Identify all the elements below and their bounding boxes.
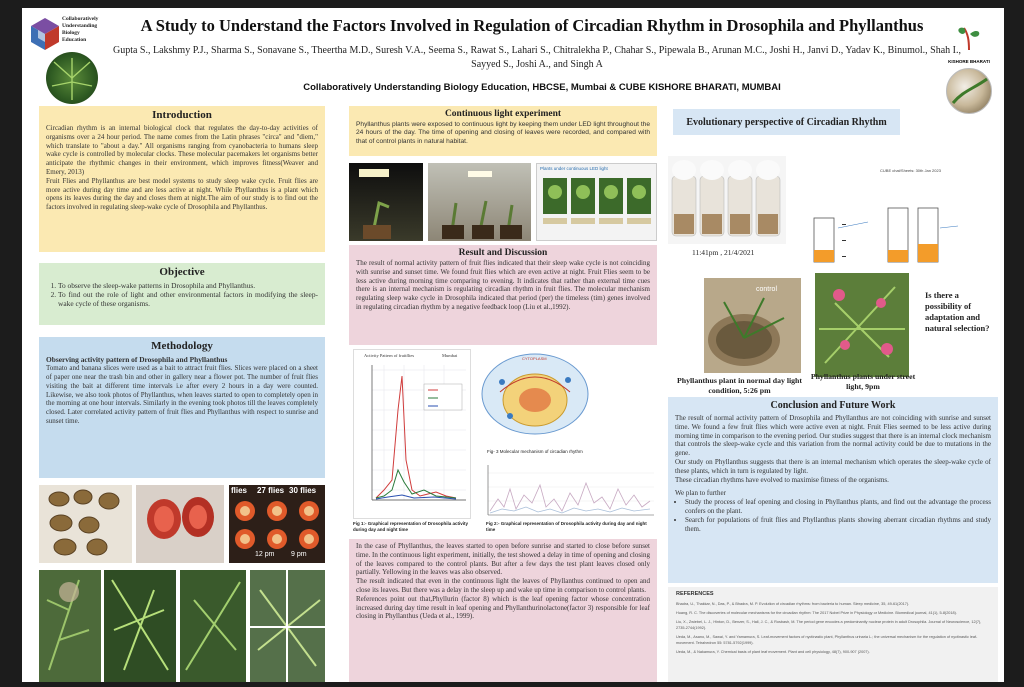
affiliation: Collaboratively Understanding Biology Education, HBCSE, Mumbai & CUBE KISHORE BHARATI, MUMBAI xyxy=(303,82,781,93)
plan-item: • Study the process of leaf opening and closing in Phyllanthus plants, and find out the advantage the process confers on the plant. xyxy=(685,498,991,516)
objective-list xyxy=(46,281,318,309)
poster xyxy=(22,8,1004,682)
clock-plant-photo xyxy=(946,68,992,114)
normal-light-caption: Phyllanthus plant in normal day light condition, 5:26 pm xyxy=(676,376,802,395)
fig2-caption: Fig 2:- Graphical representation of Drosophila activity during day and night time xyxy=(486,521,647,532)
references-heading: REFERENCES xyxy=(676,591,714,597)
plants-under-light-photo xyxy=(428,163,531,241)
street-light-plant-photo xyxy=(815,273,909,377)
led-plants-inset xyxy=(536,163,657,241)
led-plant-photo xyxy=(349,163,423,241)
results-text: The result of normal activity pattern of fruit flies indicated that their sleep wake cycle is not coinciding with sunrise and sunset time. We found fruit flies which are even active at night. Fruit Flies seem to be less active during morning time comparing to evening. It indicates that rather than external time cues there is an internal mechanism is regulating circadian rhythm in fruit flies. The molecular mechanism regulating sleep wake cycle in Drosophila indicated that period (per) the timeless (tim) genes involved in regulating circadian rhythm by a negative feedback loop (Liu et al.,1992). xyxy=(356,259,650,311)
reference-item: Liu, X., Zwiebel, L. J., Hinton, D., Benzer, S., Hall, J. C., & Rosbash, M. The period gene encodes a predominantly nuclear protein in adult Drosophila. Journal of Neuroscience, 12(7), 2735-2744(1992). xyxy=(676,620,982,630)
objective-panel xyxy=(39,263,325,325)
introduction-text xyxy=(46,124,318,212)
plan-list xyxy=(675,498,991,533)
tomato-slices-photo xyxy=(136,485,224,563)
flies-count-photo xyxy=(229,485,325,563)
graph-title-location: Mumbai xyxy=(442,353,458,358)
phyllanthus-leaves-photo xyxy=(104,570,176,682)
adaptation-question: Is there a possibility of adaptation and natural selection? xyxy=(925,290,990,333)
introduction-heading: Introduction xyxy=(152,109,212,121)
fig3-mechanism-diagram xyxy=(480,352,590,438)
phyllanthus-leaves-photo xyxy=(180,570,246,682)
plan-item: • Search for populations of fruit flies and Phyllanthus plants showing aberrant circadian rhythms and study them. xyxy=(685,516,991,534)
fig2-activity-graph xyxy=(480,459,657,521)
conclusion-panel xyxy=(668,397,998,583)
control-label: control xyxy=(756,286,778,293)
flies-photo-label: 27 flies xyxy=(257,486,285,495)
evolution-heading: Evolutionary perspective of Circadian Rhythm xyxy=(686,116,887,128)
objective-item: 1. To observe the sleep-wake patterns in Drosophila and Phyllanthus. xyxy=(58,281,318,290)
reference-item: Ueda, M., Asano, M., Sawai, Y. and Yamamura, S. Leaf-movement factors of nyctinastic plant, Phyllanthus urinaria L.; the universal mechanism for the regulation of nyctinastic leaf-movement. Tetrahedron 55: 5781-5792(1999). xyxy=(676,635,978,645)
introduction-paragraph-1: Circadian rhythm is an internal biological clock that regulates the day-to-day activities of organisms over a 24 hour period. The name comes from the Latin phrases "circa" and "diem," which translate to "about a day." All organisms ranging from cyanobacteria to humans sleep wake cycle is controlled by molecular clocks. These molecular pacemakers let organisms better anticipate the rhythmic changes in their environment, which improves fitness(Weaver and Emery, 2013) xyxy=(46,124,318,176)
objective-heading: Objective xyxy=(159,266,205,278)
sheet-label: CUBE chat/Sheets: 30th Jan 2023 xyxy=(880,168,941,173)
conclusion-text: The result of normal activity pattern of Drosophila and Phyllanthus are not coinciding with sunrise and sunset time. We found a few fruit flies which were active even at night. Fruit Flies seemed to be less active during morning time in comparison to the evening period. Our studies suggest that there is an internal clock mechanism that controls the sleep-wake cycle and this variation from the normal activity could be due to mutations in the gene. Our study on Phyllanthus suggests that there is an internal mechanism which operates the sleep-wake cycle of these plants, which in turn is regulated by light. These circadian rhythms have evolved to maximise fitness of the organisms. xyxy=(675,414,991,484)
kishore-bharati-label: KISHORE BHARATI xyxy=(948,59,990,64)
results-continued-text: In the case of Phyllanthus, the leaves started to open before sunrise and started to close before sunset time. In the continuous light experiment, initially, the test showed a delay in time of opening and closing of the leaves compared to the control plants. But after a few days the test plant leaves closed only partially. Yellowing in the leaves was also observed. The result indicated that even in the continuous light the leaves of Phyllanthus continued to open and close its leaves. But there was a delay in the sleep up and wake up time in comparison to control plants. References point out that,Phyllurin (factor 8) which is the leaf opening factor whose concentration increased during day time result in leaf opening and Phyllanthurinolactone(factor 3) responsible for leaf closing in Phyllanthus (Ueda et al., 1999). xyxy=(356,542,650,621)
conclusion-heading: Conclusion and Future Work xyxy=(770,400,896,411)
reference-item: Bhadra, U., Thakkar, N., Das, P., & Bhadra, M. P. Evolution of circadian rhythms: from bacteria to human. Sleep medicine, 35, 49-61(2017). xyxy=(676,602,910,606)
introduction-panel xyxy=(39,106,325,252)
time-photo-label: 9 pm xyxy=(291,551,307,558)
flies-photo-label: 30 flies xyxy=(289,486,317,495)
continuous-light-panel xyxy=(349,106,657,156)
cube-logo-text: Collaboratively Understanding Biology Education xyxy=(62,16,99,43)
cytoplasm-label: CYTOPLASM xyxy=(522,356,547,361)
bottle-diagram xyxy=(808,178,986,272)
methodology-text: Tomato and banana slices were used as a bait to attract fruit flies. Slices were placed on a sheet of paper one near the trash bin and other in gallery near a flower pot. The number of fruit flies visiting the bait at different time intervals i.e after every 2 hours in a day were counted. Likewise, we also took photos of Phyllanthus, when leaves started to open to completely open in the morning at one hour intervals. Similarly in the evening took photos till the leaves completely closed. Later correlated activity pattern of fruit flies and Phyllanthus with respect to sunrise and sunset time. xyxy=(46,364,318,425)
results-continued-panel xyxy=(349,539,657,682)
timestamp-label: 11:41pm , 21/4/2021 xyxy=(692,248,755,257)
phyllanthus-leaves-photo xyxy=(250,570,325,682)
methodology-panel xyxy=(39,337,325,478)
fig1-caption: Fig 1:- Graphical representation of Drosophila activity during day and night time xyxy=(353,521,469,532)
evolution-heading-box xyxy=(673,109,900,135)
kishore-bharati-logo-icon xyxy=(952,22,986,52)
banana-slices-photo xyxy=(39,485,132,563)
phyllanthus-logo-photo xyxy=(46,52,98,104)
methodology-heading: Methodology xyxy=(151,340,213,352)
continuous-light-text: Phyllanthus plants were exposed to continuous light by keeping them under LED light throughout the 24 hours of the day. The time of opening and closing of leaves were recorded, and compared with that of control plants in natural habitat. xyxy=(356,121,650,145)
graph-title: Activity Pattern of fruitflies xyxy=(364,353,415,358)
time-photo-label: 12 pm xyxy=(255,551,275,558)
phyllanthus-leaves-photo xyxy=(39,570,101,682)
objective-item: 2. To find out the role of light and other environmental factors in modifying the sleep-wake cycle of these organisms. xyxy=(58,290,318,308)
fig3-caption: Fig- 3 Molecular mechanism of circadian rhythm xyxy=(487,449,583,454)
fly-bottles-photo xyxy=(668,156,786,244)
fig1-activity-graph xyxy=(353,349,471,519)
continuous-light-heading: Continuous light experiment xyxy=(444,109,562,119)
street-light-caption: Phyllanthus plants under street light, 9pm xyxy=(810,372,916,391)
cube-logo-icon xyxy=(28,16,62,52)
results-panel xyxy=(349,245,657,345)
reference-item: Ueda, M., & Nakamura, Y. Chemical basis of plant leaf movement. Plant and cell physiology, 48(7), 900-907 (2007). xyxy=(676,650,870,654)
poster-title: A Study to Understand the Factors Involved in Regulation of Circadian Rhythm in Drosophila and Phyllanthus xyxy=(140,16,924,35)
introduction-paragraph-2: Fruit Flies and Phyllanthus are best model systems to study sleep wake cycle. Fruit flies are more active during day time and are less active at night. While Phyllanthus is a plant which opens its leaves during the day and closes them at night.The aim of our study is to find out the factors involved in regulating sleep-wake cycle of Drosophila and Phyllanthus. xyxy=(46,176,318,212)
methodology-subheading: Observing activity pattern of Drosophila and Phyllanthus xyxy=(46,355,228,364)
author-list: Gupta S., Lakshmy P.J., Sharma S., Sonavane S., Theertha M.D., Suresh V.A., Seema S., Rawat S., Lahari S., Chitralekha P., Chahar S., Pipewala B., Arunan M.C., Joshi H., Janvi D., Yadav K., Binumol., Shah I., Sayyed S., Joshi A., and Singh A xyxy=(112,45,961,70)
plan-heading: We plan to further xyxy=(675,489,726,498)
led-inset-label: Plants under continuous LED light xyxy=(540,166,608,171)
flies-photo-label: flies xyxy=(231,486,248,495)
control-plant-photo xyxy=(704,278,801,373)
references-panel xyxy=(668,587,998,682)
results-heading: Result and Discussion xyxy=(458,248,548,258)
references-list xyxy=(676,601,990,655)
reference-item: Huang, R. C. The discoveries of molecular mechanisms for the circadian rhythm: The 2017 Nobel Prize in Physiology or Medicine. Biomedical journal, 41(1), 5-8(2018). xyxy=(676,611,957,615)
